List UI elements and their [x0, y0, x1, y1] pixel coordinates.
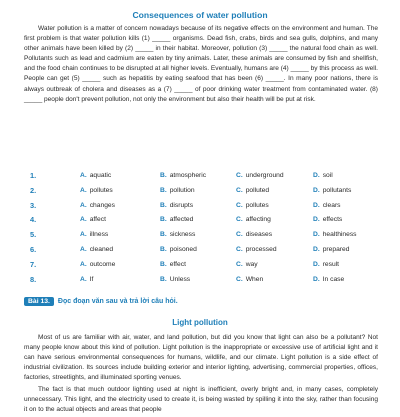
- option-letter: D.: [313, 260, 320, 268]
- option-letter: C.: [236, 186, 243, 194]
- option-d[interactable]: [313, 276, 344, 283]
- passage-text: Water pollution is a matter of concern nowadays because of its negative effects on the environment and human. The first problem is that water pollution kills (1) _____ organisms. Dead fish, crabs, birds and sea gulls, dolphins, and many other animals have been killed by (2) _____ in their habitat. Moreover, pollution (3) _____ the natural food chain as well. Pollutants such as lead and cadmium are eaten by tiny animals. Later, these animals are consumed by fish and shellfish, and the food chain continues to be disrupted at all higher levels. Eventually, humans are (4) _____ by this process as well. People can get (5) _____ such as hepatitis by eating seafood that has been (6) _____. In many poor nations, there is always outbreak of cholera and diseases as a (7) _____ of poor drinking water treatment from contaminated water. (8) _____ people don't prevent pollution, not only the environment but also their health will be put at risk.: [24, 25, 378, 103]
- question-table: [24, 171, 380, 289]
- option-a[interactable]: [80, 231, 108, 238]
- option-c[interactable]: [236, 187, 269, 194]
- option-text: Unless: [169, 275, 191, 283]
- option-text: poisoned: [169, 245, 197, 253]
- option-text: effects: [322, 216, 343, 224]
- option-text: affecting: [245, 216, 271, 224]
- option-b[interactable]: [160, 276, 190, 283]
- option-letter: A.: [80, 186, 87, 194]
- passage-2-paragraph-1: Most of us are familiar with air, water, and land pollution, but did you know that light can also be a pollutant? Not many people know about this kind of pollution. Light pollution is the inappropriate or excessive use of artificial light and it can have serious environmental consequences for humans, wildlife, and our climate. Light pollution is a side effect of industrial civilization. Its sources include building exterior and interior lighting, advertising, commercial properties, offices, factories, streetlights, and illuminated sporting venues.: [24, 334, 378, 381]
- option-letter: A.: [80, 172, 87, 179]
- question-number: 3.: [30, 200, 37, 210]
- option-letter: C.: [236, 231, 243, 239]
- option-letter: C.: [236, 245, 243, 253]
- question-row: [24, 201, 380, 216]
- option-c[interactable]: [236, 276, 263, 283]
- option-letter: D.: [313, 231, 320, 239]
- option-a[interactable]: [80, 172, 111, 179]
- option-letter: C.: [236, 172, 243, 179]
- question-row: [24, 230, 380, 245]
- option-text: changes: [89, 201, 115, 209]
- option-letter: C.: [236, 216, 243, 224]
- reading-passage: [24, 24, 378, 105]
- option-letter: A.: [80, 231, 87, 239]
- option-a[interactable]: [80, 276, 93, 283]
- question-row: [24, 245, 380, 260]
- option-letter: A.: [80, 275, 87, 283]
- option-letter: B.: [160, 186, 167, 194]
- option-text: healthiness: [322, 231, 357, 239]
- option-text: affected: [169, 216, 194, 224]
- option-d[interactable]: [313, 261, 339, 268]
- question-number: 6.: [30, 244, 37, 254]
- question-row: [24, 215, 380, 230]
- passage-2-paragraph-2: The fact is that much outdoor lighting used at night is inefficient, overly bright and, in many cases, completely unnecessary. This light, and the electricity used to create it, is being wasted by spilling it into the sky, rather than focusing it on to the actual objects and areas that people: [24, 386, 378, 413]
- option-d[interactable]: [313, 172, 333, 179]
- option-text: aquatic: [89, 172, 112, 179]
- option-a[interactable]: [80, 246, 113, 253]
- question-number: 4.: [30, 215, 37, 225]
- option-b[interactable]: [160, 216, 193, 223]
- question-row: [24, 171, 380, 186]
- question-number: 1.: [30, 171, 37, 180]
- option-text: When: [245, 275, 264, 283]
- option-letter: C.: [236, 260, 243, 268]
- option-letter: B.: [160, 201, 167, 209]
- option-letter: D.: [313, 216, 320, 224]
- option-c[interactable]: [236, 231, 272, 238]
- question-number: 2.: [30, 185, 37, 195]
- option-text: result: [322, 260, 340, 268]
- option-b[interactable]: [160, 231, 195, 238]
- option-b[interactable]: [160, 261, 186, 268]
- option-a[interactable]: [80, 261, 115, 268]
- option-letter: A.: [80, 201, 87, 209]
- section-title-2: Light pollution: [172, 318, 228, 327]
- option-text: outcome: [89, 260, 116, 268]
- option-text: polluted: [245, 186, 270, 194]
- exercise-badge: Bài 13.: [24, 297, 54, 306]
- option-text: effect: [169, 260, 186, 268]
- question-row: [24, 275, 380, 290]
- option-c[interactable]: [236, 261, 258, 268]
- option-letter: D.: [313, 245, 320, 253]
- option-a[interactable]: [80, 202, 115, 209]
- option-letter: D.: [313, 172, 320, 179]
- option-a[interactable]: [80, 187, 113, 194]
- option-text: pollutants: [322, 186, 352, 194]
- option-d[interactable]: [313, 202, 341, 209]
- option-d[interactable]: [313, 246, 349, 253]
- option-letter: D.: [313, 201, 320, 209]
- option-d[interactable]: [313, 187, 351, 194]
- option-text: illness: [89, 231, 109, 239]
- option-text: atmospheric: [169, 172, 207, 179]
- option-c[interactable]: [236, 172, 284, 179]
- option-b[interactable]: [160, 187, 195, 194]
- option-text: If: [89, 275, 94, 283]
- option-letter: C.: [236, 201, 243, 209]
- option-letter: A.: [80, 260, 87, 268]
- option-text: clears: [322, 201, 341, 209]
- option-c[interactable]: [236, 216, 271, 223]
- option-text: affect: [89, 216, 106, 224]
- option-b[interactable]: [160, 172, 206, 179]
- question-number: 7.: [30, 259, 37, 269]
- option-c[interactable]: [236, 202, 269, 209]
- option-text: soil: [322, 172, 333, 179]
- reading-passage-2: [24, 333, 378, 417]
- option-letter: B.: [160, 275, 167, 283]
- option-text: pollutes: [245, 201, 269, 209]
- question-number: 8.: [30, 274, 37, 284]
- option-letter: A.: [80, 216, 87, 224]
- option-d[interactable]: [313, 231, 357, 238]
- option-text: way: [245, 260, 258, 268]
- option-text: diseases: [245, 231, 273, 239]
- option-letter: D.: [313, 275, 320, 283]
- question-row: [24, 260, 380, 275]
- option-letter: D.: [313, 186, 320, 194]
- option-letter: B.: [160, 245, 167, 253]
- section-title: Consequences of water pollution: [132, 10, 268, 20]
- option-text: pollution: [169, 186, 195, 194]
- option-letter: A.: [80, 245, 87, 253]
- exercise-instruction: Đọc đoạn văn sau và trả lời câu hỏi.: [57, 298, 178, 305]
- option-c[interactable]: [236, 246, 277, 253]
- option-text: sickness: [169, 231, 196, 239]
- question-row: [24, 186, 380, 201]
- option-d[interactable]: [313, 216, 342, 223]
- option-text: In case: [322, 275, 345, 283]
- option-text: processed: [245, 245, 277, 253]
- option-text: prepared: [322, 245, 350, 253]
- option-letter: B.: [160, 216, 167, 224]
- question-number: 5.: [30, 230, 37, 240]
- option-letter: B.: [160, 172, 167, 179]
- option-b[interactable]: [160, 246, 197, 253]
- option-text: cleaned: [89, 245, 114, 253]
- option-letter: B.: [160, 260, 167, 268]
- option-letter: B.: [160, 231, 167, 239]
- exercise-heading: [24, 297, 178, 306]
- option-b[interactable]: [160, 202, 193, 209]
- option-text: pollutes: [89, 186, 113, 194]
- option-text: underground: [245, 172, 284, 179]
- option-text: disrupts: [169, 201, 194, 209]
- option-letter: C.: [236, 275, 243, 283]
- option-a[interactable]: [80, 216, 106, 223]
